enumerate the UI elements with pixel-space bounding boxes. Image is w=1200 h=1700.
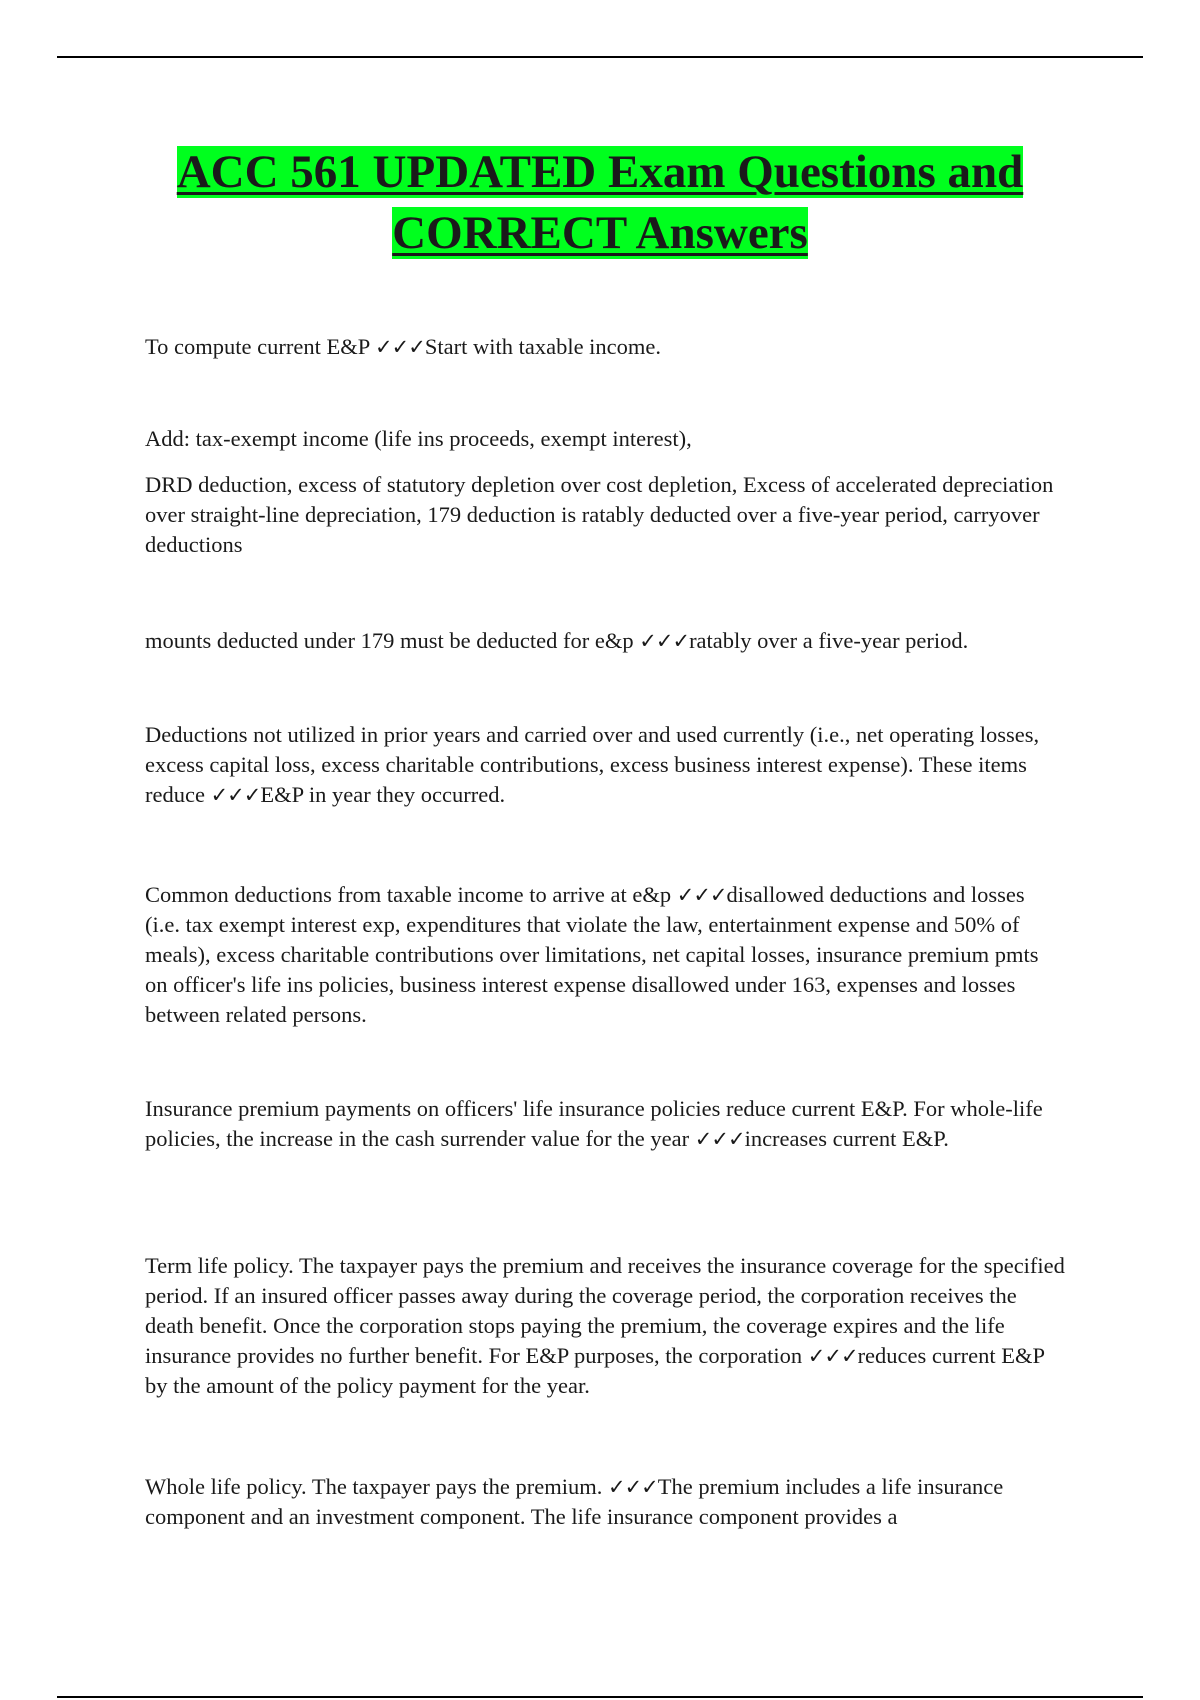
check-mark-icon: ✓✓✓ bbox=[607, 1475, 658, 1499]
paragraph-1 bbox=[145, 332, 1065, 362]
paragraph-7 bbox=[145, 1094, 1065, 1154]
paragraph-8 bbox=[145, 1251, 1065, 1401]
answer-text: increases current E&P. bbox=[744, 1126, 949, 1151]
check-mark-icon: ✓✓✓ bbox=[375, 335, 425, 359]
question-text: Insurance premium payments on officers' life insurance policies reduce current E&P. For whole-life policies, the increase in the cash surrender value for the year bbox=[145, 1096, 1043, 1151]
paragraph-3 bbox=[145, 470, 1065, 560]
question-text: Deductions not utilized in prior years and carried over and used currently (i.e., net operating losses, excess capital loss, excess charitable contributions, excess business interest expense). These items reduce bbox=[145, 722, 1040, 807]
check-mark-icon: ✓✓✓ bbox=[639, 629, 690, 653]
document-title bbox=[100, 142, 1100, 264]
footer-rule bbox=[57, 1696, 1143, 1698]
answer-text: ratably over a five-year period. bbox=[689, 628, 969, 653]
paragraph-9 bbox=[145, 1472, 1065, 1532]
check-mark-icon: ✓✓✓ bbox=[807, 1344, 858, 1368]
check-mark-icon: ✓✓✓ bbox=[676, 883, 727, 907]
question-text: To compute current E&P bbox=[145, 334, 376, 359]
question-text: mounts deducted under 179 must be deducted for e&p bbox=[145, 628, 640, 653]
paragraph-4 bbox=[145, 626, 1065, 656]
body-text: DRD deduction, excess of statutory depletion over cost depletion, Excess of accelerated depreciation over straight-line depreciation, 179 deduction is ratably deducted over a five-year period, carryover deductions bbox=[145, 472, 1054, 557]
question-text: Whole life policy. The taxpayer pays the premium. bbox=[145, 1474, 608, 1499]
question-text: Term life policy. The taxpayer pays the premium and receives the insurance coverage for the specified period. If an insured officer passes away during the coverage period, the corporation receives the death benefit. Once the corporation stops paying the premium, the coverage expires and the life insurance provides no further benefit. For E&P purposes, the corporation bbox=[145, 1253, 1065, 1368]
paragraph-2 bbox=[145, 424, 1065, 454]
document-title-highlight: ACC 561 UPDATED Exam Questions and CORRECT Answers bbox=[176, 146, 1024, 259]
paragraph-6 bbox=[145, 880, 1065, 1030]
answer-text: The premium includes a life insurance component and an investment component. The life insurance component provides a bbox=[145, 1474, 1004, 1529]
question-text: Common deductions from taxable income to arrive at e&p bbox=[145, 882, 677, 907]
header-rule bbox=[57, 56, 1143, 58]
paragraph-5 bbox=[145, 720, 1065, 810]
answer-text: E&P in year they occurred. bbox=[260, 782, 506, 807]
check-mark-icon: ✓✓✓ bbox=[210, 783, 261, 807]
answer-text: disallowed deductions and losses (i.e. tax exempt interest exp, expenditures that violate the law, entertainment expense and 50% of meals), excess charitable contributions over limitations, net capital losses, insurance premium pmts on officer's life ins policies, business interest expense disallowed under 163, expenses and losses between related persons. bbox=[145, 882, 1039, 1027]
answer-text: reduces current E&P by the amount of the policy payment for the year. bbox=[145, 1343, 1045, 1398]
body-text: Add: tax-exempt income (life ins proceeds, exempt interest), bbox=[145, 426, 692, 451]
answer-text: Start with taxable income. bbox=[424, 334, 662, 359]
check-mark-icon: ✓✓✓ bbox=[694, 1127, 745, 1151]
